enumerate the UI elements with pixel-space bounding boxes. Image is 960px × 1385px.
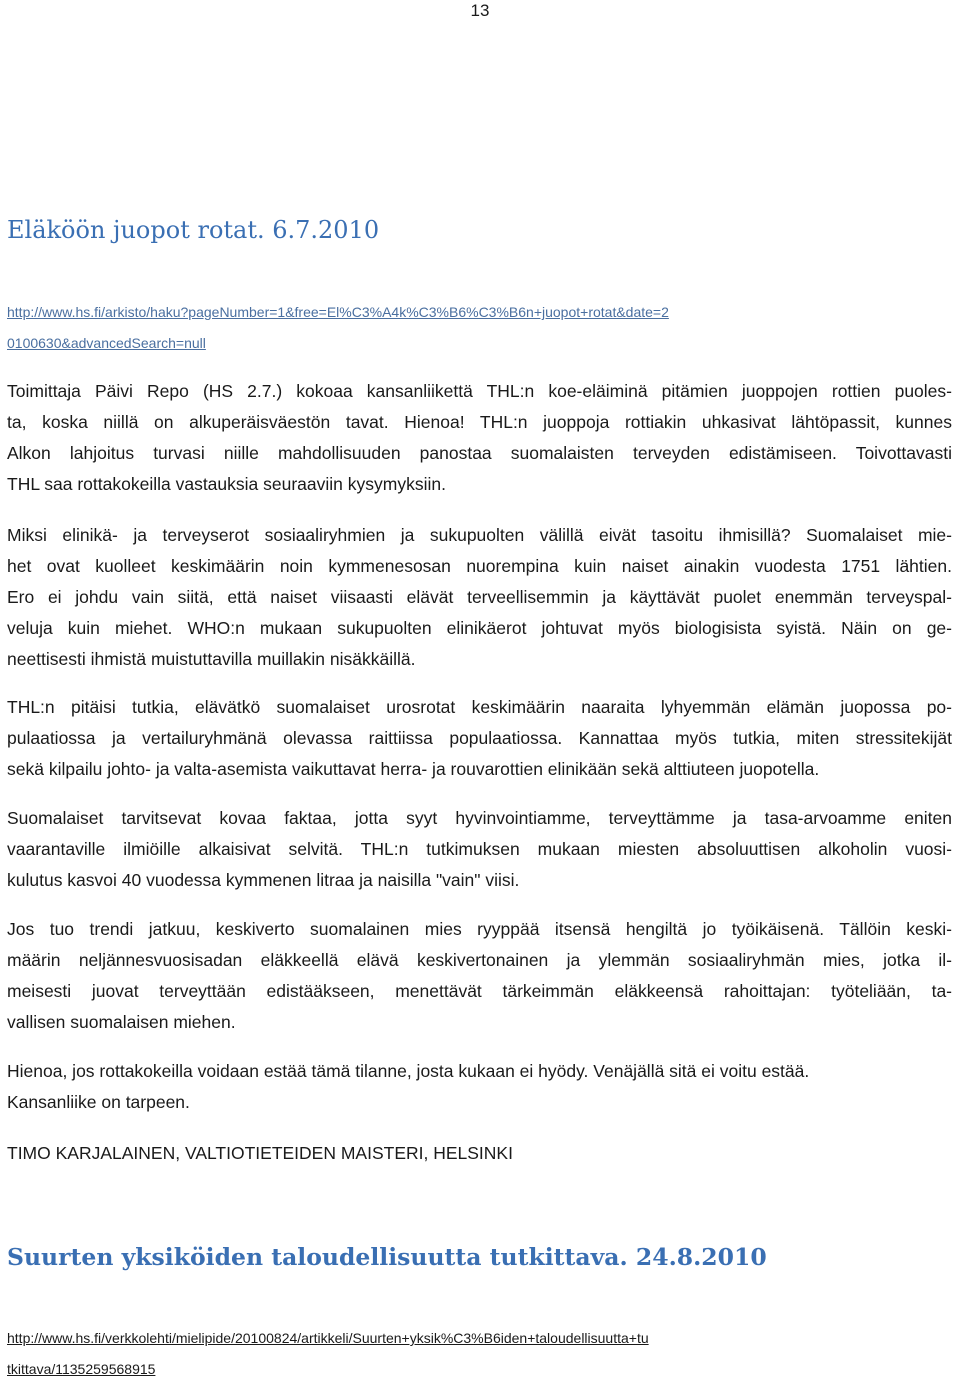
text-line: neettisesti ihmistä muistuttavilla muillakin nisäkkäillä.	[7, 649, 416, 669]
paragraph-4	[7, 803, 952, 896]
text-line: Miksi elinikä- ja terveyserot sosiaaliryhmien ja sukupuolten välillä eivät tasoitu ihmisillä? Suomalaiset mie-	[7, 525, 952, 545]
text-line: Hienoa, jos rottakokeilla voidaan estää tämä tilanne, josta kukaan ei hyödy. Venäjällä sitä ei voitu estää.	[7, 1061, 810, 1081]
paragraph-3	[7, 692, 952, 785]
paragraph-1	[7, 376, 952, 500]
text-line: ta, koska niillä on alkuperäisväestön tavat. Hienoa! THL:n juoppoja rottiakin uhkasivat lähtöpassit, kunnes	[7, 412, 952, 432]
text-line: pulaatiossa ja vertailuryhmänä olevassa raittiissa populaatiossa. Kannattaa myös tutkia, miten stressitekijät	[7, 728, 952, 748]
text-line: kulutus kasvoi 40 vuodessa kymmenen litraa ja naisilla "vain" viisi.	[7, 870, 520, 890]
text-line: THL saa rottakokeilla vastauksia seuraaviin kysymyksiin.	[7, 474, 446, 494]
text-line: Ero ei johdu vain siitä, että naiset viisaasti elävät terveellisemmin ja käyttävät puolet enemmän terveyspal-	[7, 587, 952, 607]
page-number: 13	[470, 1, 490, 20]
paragraph-5	[7, 914, 952, 1038]
text-line: Jos tuo trendi jatkuu, keskiverto suomalainen mies ryyppää itsensä hengiltä jo työikäisenä. Tällöin keski-	[7, 919, 952, 939]
url-line-1[interactable]: http://www.hs.fi/arkisto/haku?pageNumber=1&free=El%C3%A4k%C3%B6%C3%B6n+juopot+rotat&date=2	[7, 304, 669, 320]
article-title-2: Suurten yksiköiden taloudellisuutta tutkittava. 24.8.2010	[7, 1243, 767, 1271]
text-line: vallisen suomalaisen miehen.	[7, 1012, 236, 1032]
text-line: määrin neljännesvuosisadan eläkkeellä elävä keskivertonainen ja ylemmän sosiaaliryhmän mies, jotka il-	[7, 950, 952, 970]
signature: TIMO KARJALAINEN, VALTIOTIETEIDEN MAISTERI, HELSINKI	[7, 1143, 513, 1163]
text-line: Toimittaja Päivi Repo (HS 2.7.) kokoaa kansanliikettä THL:n koe-eläiminä pitämien juoppojen rottien puoles-	[7, 381, 952, 401]
paragraph-2	[7, 520, 952, 675]
paragraph-6	[7, 1056, 952, 1118]
text-line: Kansanliike on tarpeen.	[7, 1092, 190, 1112]
article-url[interactable]	[7, 297, 957, 359]
url-line-2[interactable]: tkittava/1135259568915	[7, 1361, 156, 1377]
article-url-2[interactable]	[7, 1323, 957, 1385]
text-line: meisesti juovat terveyttään edistääkseen, menettävät tärkeimmän eläkkeensä rahoittajan: työteliään, ta-	[7, 981, 952, 1001]
text-line: Alkon lahjoitus turvasi niille mahdollisuuden panostaa suomalaisten terveyden edistämiseen. Toivottavasti	[7, 443, 952, 463]
article-title: Eläköön juopot rotat. 6.7.2010	[7, 216, 380, 244]
text-line: Suomalaiset tarvitsevat kovaa faktaa, jotta syyt hyvinvointiamme, terveyttämme ja tasa-arvoamme eniten	[7, 808, 952, 828]
text-line: vaarantaville ilmiöille alkaisivat selvitä. THL:n tutkimuksen mukaan miesten absoluuttisen alkoholin vuosi-	[7, 839, 952, 859]
url-line-2[interactable]: 0100630&advancedSearch=null	[7, 335, 206, 351]
text-line: sekä kilpailu johto- ja valta-asemista vaikuttavat herra- ja rouvarottien elinikään sekä alttiuteen juopotella.	[7, 759, 820, 779]
text-line: THL:n pitäisi tutkia, elävätkö suomalaiset urosrotat keskimäärin naaraita lyhyemmän elämän juopossa po-	[7, 697, 952, 717]
text-line: veluja kuin miehet. WHO:n mukaan sukupuolten elinikäerot johtuvat myös biologisista syistä. Näin on ge-	[7, 618, 952, 638]
url-line-1[interactable]: http://www.hs.fi/verkkolehti/mielipide/20100824/artikkeli/Suurten+yksik%C3%B6iden+taloudellisuutta+tu	[7, 1330, 649, 1346]
text-line: het ovat kuolleet keskimäärin noin kymmenesosan nuorempina kuin naiset ainakin vuodesta 1751 lähtien.	[7, 556, 952, 576]
